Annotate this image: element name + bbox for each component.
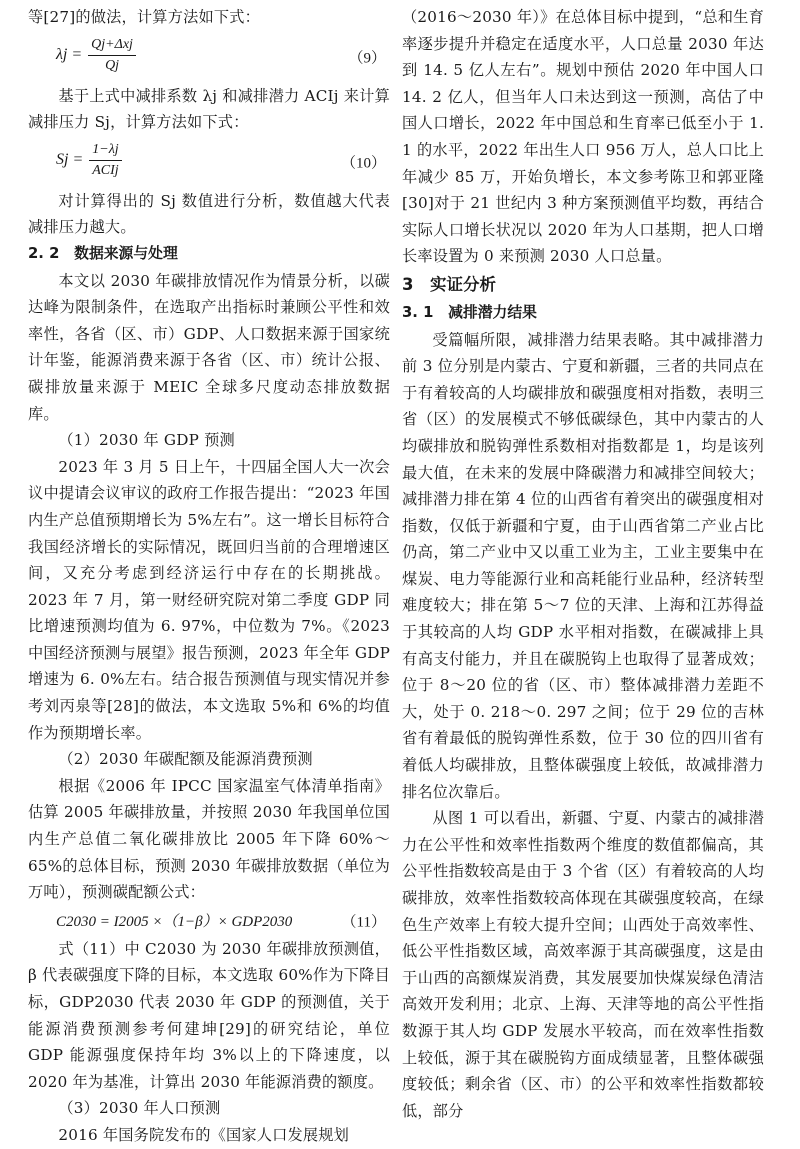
equation-number: （11） — [341, 914, 386, 931]
paragraph: 等[27]的做法，计算方法如下式： — [28, 8, 261, 26]
equation-10 — [28, 136, 390, 188]
paragraph: 受篇幅所限，减排潜力结果表略。其中减排潜力前 3 位分别是内蒙古、宁夏和新疆，三者的共同点在于有着较高的人均碳排放和碳强度相对指数，表明三省（区）的发展模式不够低碳绿色，其中内蒙古的人均碳排放和脱钩弹性系数相对指数都是 1，均是该列最大值，在未来的发展中降碳潜力和减排空间较大；减排潜力排在第 4 位的山西省有着突出的碳强度相对指数，仅低于新疆和宁夏，由于山西省第二产业占比仍高，第二产业中又以重工业为主，工业主要集中在煤炭、电力等能源行业和高耗能行业品种，经济转型难度较大；排在第 5～7 位的天津、上海和江苏得益于其较高的人均 GDP 水平相对指数，在碳减排上具有高支付能力，并且在碳脱钩上也取得了显著成效；位于 8～20 位的省（区、市）整体减排潜力差距不大，处于 0. 218～0. 297 之间；位于 29 位的吉林省有着最低的脱钩弹性系数，位于 30 位的四川省有着低人均碳排放，且整体碳强度上较低，故减排潜力排名位次靠后。 — [402, 330, 764, 801]
paragraph: 本文以 2030 年碳排放情况作为情景分析，以碳达峰为限制条件，在选取产出指标时兼顾公平性和效率性，各省（区、市）GDP、人口数据来源于国家统计年鉴，能源消费来源于各省（区、市）统计公报、碳排放量来源于 MEIC 全球多尺度动态排放数据库。 — [28, 271, 390, 423]
equation-denominator: Qj — [105, 57, 120, 73]
equation-numerator: Qj+Δxj — [88, 35, 136, 56]
equation-number: （10） — [340, 155, 386, 172]
subsection-label: （1）2030 年 GDP 预测 — [58, 431, 235, 450]
equation-lhs: Sj = — [56, 151, 84, 169]
subsection-label: （2）2030 年碳配额及能源消费预测 — [58, 750, 313, 769]
paragraph: 式（11）中 C2030 为 2030 年碳排放预测值，β 代表碳强度下降的目标，本文选取 60%作为下降目标，GDP2030 代表 2030 年 GDP 的预测值，关于能源消费预测参考何建坤[29]的研究结论，单位 GDP 能源强度保持年均 3%以上的下降速度，以 2020 年为基准，计算出 2030 年能源消费的额度。 — [28, 939, 390, 1091]
subsection-heading: 3. 1 减排潜力结果 — [402, 303, 537, 321]
section-heading: 3 实证分析 — [402, 274, 496, 294]
equation-numerator: 1−λj — [89, 140, 121, 161]
right-column — [402, 4, 764, 1124]
left-column — [28, 4, 390, 1149]
paragraph: 2016 年国务院发布的《国家人口发展规划 — [58, 1125, 350, 1144]
equation-lhs: λj = — [56, 46, 83, 64]
paragraph: 根据《2006 年 IPCC 国家温室气体清单指南》估算 2005 年碳排放量，并按照 2030 年我国单位国内生产总值二氧化碳排放比 2005 年下降 60%～65%的总体目标，预测 2030 年碳排放数据（单位为万吨），预测碳配额公式： — [28, 776, 390, 902]
subsection-label: （3）2030 年人口预测 — [58, 1099, 221, 1118]
equation-number: （9） — [348, 50, 386, 67]
paragraph: （2016～2030 年）》在总体目标中提到，“总和生育率逐步提升并稳定在适度水平，人口总量 2030 年达到 14. 5 亿人左右”。规划中预估 2020 年中国人口 14. 2 亿人，但当年人口未达到这一预测，高估了中国人口增长，2022 年中国总和生育率已低至小于 1. 1 的水平，2022 年出生人口 956 万人，总人口比上年减少 85 万，开始负增长，本文参考陈卫和郭亚隆[30]对于 21 世纪内 3 种方案预测值平均数，再结合实际人口增长状况以 2020 年为人口基期，把人口增长率设置为 0 来预测 2030 人口总量。 — [402, 8, 764, 266]
equation-denominator: ACIj — [92, 162, 119, 178]
paragraph: 基于上式中减排系数 λj 和减排潜力 ACIj 来计算减排压力 Sj，计算方法如下式： — [28, 86, 390, 132]
equation-11 — [28, 906, 390, 936]
equation-9 — [28, 31, 390, 83]
paragraph: 2023 年 3 月 5 日上午，十四届全国人大一次会议中提请会议审议的政府工作报告提出：“2023 年国内生产总值预期增长为 5%左右”。这一增长目标符合我国经济增长的实际情况，既回归当前的合理增速区间，又充分考虑到经济运行中存在的长期挑战。2023 年 7 月，第一财经研究院对第二季度 GDP 同比增速预测均值为 6. 97%，中位数为 7%。《2023 中国经济预测与展望》报告预测，2023 年全年 GDP 增速为 6. 0%左右。结合报告预测值与现实情况并参考刘丙泉等[28]的做法，本文选取 5%和 6%的均值作为预期增长率。 — [28, 457, 390, 742]
equation-body: C2030 = I2005 ×（1−β）× GDP2030 — [56, 913, 293, 930]
paragraph: 对计算得出的 Sj 数值进行分析，数值越大代表减排压力越大。 — [28, 191, 390, 237]
paragraph: 从图 1 可以看出，新疆、宁夏、内蒙古的减排潜力在公平性和效率性指数两个维度的数值都偏高，其公平性指数较高是由于 3 个省（区）有着较高的人均碳排放，效率性指数较高体现在其碳强度较高，在绿色生产效率上有较大提升空间；山西处于高效率性、低公平性指数区域，高效率源于其高碳强度，这是由于山西的高额煤炭消费，其发展要加快煤炭绿色清洁高效开发利用；北京、上海、天津等地的高公平性指数源于其人均 GDP 发展水平较高，而在效率性指数上较低，源于其在碳脱钩方面成绩显著，且整体碳强度较低；剩余省（区、市）的公平和效率性指数都较低，部分 — [402, 809, 764, 1120]
section-heading: 2. 2 数据来源与处理 — [28, 244, 178, 262]
